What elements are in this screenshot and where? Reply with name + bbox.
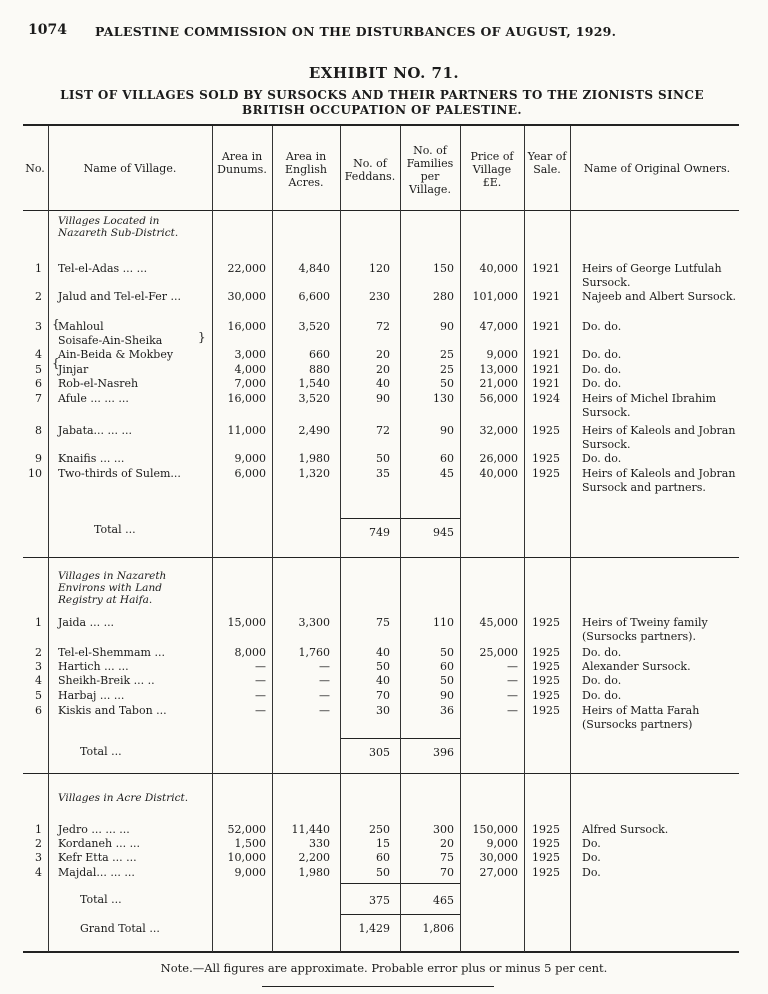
area-dunums: 1,500 [234,837,266,850]
village-name: Jaida ... ... [58,616,115,629]
area-dunums: — [255,674,266,687]
section-total-families: 396 [433,746,454,759]
row-number: 1 [35,616,42,629]
area-acres: 330 [309,837,330,850]
area-acres: 660 [309,348,330,361]
village-name: Kordaneh ... ... [58,837,141,850]
section-total-feddans: 749 [369,526,390,539]
village-name: Knaifis ... ... [58,452,125,465]
grand-total-feddans: 1,429 [358,922,390,935]
feddans: 50 [376,866,390,879]
original-owners: Do. do. [582,363,622,376]
area-dunums: 3,000 [234,348,266,361]
subtitle-line-2: BRITISH OCCUPATION OF PALESTINE. [242,103,522,117]
price: 27,000 [479,866,518,879]
page-number: 1074 [28,22,67,38]
area-dunums: 4,000 [234,363,266,376]
price: 26,000 [479,452,518,465]
feddans: 30 [376,704,390,717]
row-brace-right: } [198,330,206,344]
area-acres: — [319,689,330,702]
original-owners: Heirs of George Lutfulah Sursock. [582,262,722,289]
note-rule [262,986,494,987]
families: 20 [440,837,454,850]
area-dunums: — [255,689,266,702]
row-number: 2 [35,290,42,303]
price: — [507,674,518,687]
village-name: Harbaj ... ... [58,689,125,702]
feddans: 60 [376,851,390,864]
families: 280 [433,290,454,303]
area-dunums: 30,000 [227,290,266,303]
year-of-sale: 1925 [532,851,560,864]
families: 60 [440,660,454,673]
row-number: 2 [35,646,42,659]
row-number: 9 [35,452,42,465]
section-heading: Villages in Acre District. [58,792,189,804]
header-bottom-rule [23,210,739,211]
families: 70 [440,866,454,879]
section-total-label: Total ... [80,893,122,906]
original-owners: Heirs of Kaleols and Jobran Sursock and partners. [582,467,736,494]
area-acres: 3,520 [298,392,330,405]
price: 40,000 [479,467,518,480]
year-of-sale: 1921 [532,262,560,275]
section-total-feddans: 305 [369,746,390,759]
col-header-no: No. [25,162,45,175]
col-header-families: No. of Families per Village. [406,144,454,196]
col-header-area-acres: Area in English Acres. [285,150,327,189]
families: 110 [433,616,454,629]
village-name: Jabata... ... ... [58,424,133,437]
price: 150,000 [472,823,518,836]
section-total-label: Total ... [80,745,122,758]
original-owners: Najeeb and Albert Sursock. [582,290,736,303]
families: 45 [440,467,454,480]
original-owners: Alfred Sursock. [582,823,669,836]
area-acres: 1,980 [298,452,330,465]
original-owners: Do. do. [582,646,622,659]
row-number: 1 [35,262,42,275]
price: 21,000 [479,377,518,390]
row-number: 6 [35,377,42,390]
grand-total-families: 1,806 [422,922,454,935]
year-of-sale: 1921 [532,377,560,390]
year-of-sale: 1925 [532,704,560,717]
col-header-feddans: No. of Feddans. [344,157,396,183]
table-top-rule [23,124,739,126]
section-rule-2 [23,773,739,774]
area-acres: — [319,660,330,673]
village-name: Afule ... ... ... [58,392,129,405]
price: 40,000 [479,262,518,275]
families: 130 [433,392,454,405]
row-number: 4 [35,674,42,687]
original-owners: Do. do. [582,320,622,333]
col-divider [212,126,213,952]
families: 90 [440,320,454,333]
year-of-sale: 1925 [532,452,560,465]
original-owners: Do. do. [582,452,622,465]
area-dunums: 8,000 [234,646,266,659]
running-title: PALESTINE COMMISSION ON THE DISTURBANCES OF AUGUST, 1929. [95,24,617,39]
original-owners: Do. [582,837,601,850]
original-owners: Alexander Sursock. [582,660,691,673]
families: 25 [440,363,454,376]
families: 50 [440,646,454,659]
feddans: 230 [369,290,390,303]
area-acres: 11,440 [291,823,330,836]
section-total-families: 465 [433,894,454,907]
price: 25,000 [479,646,518,659]
row-brace-left: { [52,317,60,331]
row-number: 5 [35,363,42,376]
section-total-feddans: 375 [369,894,390,907]
village-name: Mahloul [58,320,104,333]
original-owners: Heirs of Michel Ibrahim Sursock. [582,392,716,419]
section-total-label: Total ... [94,523,136,536]
subtitle-line-1: LIST OF VILLAGES SOLD BY SURSOCKS AND THEIR PARTNERS TO THE ZIONISTS SINCE [60,88,704,102]
row-number: 2 [35,837,42,850]
grand-total-label: Grand Total ... [80,922,160,935]
original-owners: Heirs of Tweiny family (Sursocks partners). [582,616,708,643]
families: 90 [440,424,454,437]
price: 45,000 [479,616,518,629]
row-number: 4 [35,866,42,879]
area-acres: — [319,704,330,717]
area-acres: 2,200 [298,851,330,864]
area-acres: 3,300 [298,616,330,629]
original-owners: Do. do. [582,689,622,702]
feddans: 90 [376,392,390,405]
area-acres: 1,320 [298,467,330,480]
feddans: 20 [376,348,390,361]
area-dunums: 9,000 [234,866,266,879]
village-name: Hartich ... ... [58,660,129,673]
original-owners: Heirs of Matta Farah (Sursocks partners) [582,704,700,731]
area-acres: 4,840 [298,262,330,275]
col-divider [400,126,401,952]
village-name: Jedro ... ... ... [58,823,130,836]
village-name: Rob-el-Nasreh [58,377,139,390]
row-number: 6 [35,704,42,717]
price: — [507,660,518,673]
col-header-year: Year of Sale. [527,150,567,176]
footnote: Note.—All figures are approximate. Probable error plus or minus 5 per cent. [160,961,608,975]
price: 9,000 [486,837,518,850]
original-owners: Do. do. [582,377,622,390]
village-name: Jalud and Tel-el-Fer ... [58,290,182,303]
price: 9,000 [486,348,518,361]
row-number: 1 [35,823,42,836]
area-acres: 880 [309,363,330,376]
year-of-sale: 1925 [532,467,560,480]
original-owners: Do. [582,851,601,864]
year-of-sale: 1924 [532,392,560,405]
area-dunums: 11,000 [227,424,266,437]
col-header-village: Name of Village. [83,162,177,175]
price: 56,000 [479,392,518,405]
row-number: 3 [35,320,42,333]
col-divider [570,126,571,952]
area-acres: 1,980 [298,866,330,879]
feddans: 15 [376,837,390,850]
feddans: 250 [369,823,390,836]
year-of-sale: 1925 [532,866,560,879]
families: 50 [440,674,454,687]
year-of-sale: 1925 [532,674,560,687]
year-of-sale: 1921 [532,348,560,361]
families: 50 [440,377,454,390]
year-of-sale: 1925 [532,646,560,659]
col-divider [272,126,273,952]
col-divider [48,126,49,952]
year-of-sale: 1925 [532,823,560,836]
col-header-price: Price of Village £E. [470,150,514,189]
original-owners: Heirs of Kaleols and Jobran Sursock. [582,424,736,451]
feddans: 72 [376,320,390,333]
col-divider [460,126,461,952]
col-divider [524,126,525,952]
area-dunums: 22,000 [227,262,266,275]
exhibit-subtitle [24,88,740,118]
year-of-sale: 1925 [532,424,560,437]
table-bottom-rule [23,951,739,953]
area-dunums: 6,000 [234,467,266,480]
row-number: 4 [35,348,42,361]
row-brace-left: { [52,356,60,370]
price: 101,000 [472,290,518,303]
area-acres: 1,540 [298,377,330,390]
village-name: Jinjar [58,363,89,376]
area-acres: — [319,674,330,687]
village-name: Kiskis and Tabon ... [58,704,167,717]
families: 75 [440,851,454,864]
village-name: Tel-el-Shemmam ... [58,646,165,659]
exhibit-title: EXHIBIT NO. 71. [308,64,460,82]
village-name: Majdal... ... ... [58,866,135,879]
price: — [507,689,518,702]
price: 30,000 [479,851,518,864]
feddans: 40 [376,674,390,687]
year-of-sale: 1925 [532,616,560,629]
area-dunums: — [255,704,266,717]
row-number: 3 [35,660,42,673]
feddans: 120 [369,262,390,275]
feddans: 40 [376,377,390,390]
price: 13,000 [479,363,518,376]
area-acres: 2,490 [298,424,330,437]
village-name: Kefr Etta ... ... [58,851,137,864]
village-name: Tel-el-Adas ... ... [58,262,148,275]
village-name: Sheikh-Breik ... .. [58,674,155,687]
area-dunums: 16,000 [227,320,266,333]
row-number: 8 [35,424,42,437]
row-number: 7 [35,392,42,405]
area-acres: 1,760 [298,646,330,659]
feddans: 50 [376,660,390,673]
year-of-sale: 1925 [532,689,560,702]
feddans: 75 [376,616,390,629]
price: 47,000 [479,320,518,333]
row-number: 10 [28,467,42,480]
feddans: 40 [376,646,390,659]
feddans: 50 [376,452,390,465]
village-name: Two-thirds of Sulem... [58,467,181,480]
year-of-sale: 1925 [532,837,560,850]
original-owners: Do. [582,866,601,879]
row-number: 3 [35,851,42,864]
section-rule-1 [23,557,739,558]
families: 25 [440,348,454,361]
village-name: Soisafe-Ain-Sheika [58,334,163,347]
original-owners: Do. do. [582,674,622,687]
area-dunums: 7,000 [234,377,266,390]
feddans: 35 [376,467,390,480]
row-number: 5 [35,689,42,702]
price: 32,000 [479,424,518,437]
area-acres: 6,600 [298,290,330,303]
area-dunums: 9,000 [234,452,266,465]
original-owners: Do. do. [582,348,622,361]
families: 60 [440,452,454,465]
section-heading: Villages in Nazareth Environs with Land Registry at Haifa. [58,570,167,606]
area-dunums: 10,000 [227,851,266,864]
col-header-area-dunums: Area in Dunums. [217,150,267,176]
year-of-sale: 1921 [532,363,560,376]
year-of-sale: 1921 [532,290,560,303]
area-dunums: — [255,660,266,673]
year-of-sale: 1921 [532,320,560,333]
families: 90 [440,689,454,702]
area-dunums: 52,000 [227,823,266,836]
feddans: 20 [376,363,390,376]
price: — [507,704,518,717]
running-header [0,22,768,44]
feddans: 72 [376,424,390,437]
section-heading: Villages Located in Nazareth Sub-District. [58,215,179,239]
col-header-owners: Name of Original Owners. [583,162,731,175]
village-name: Ain-Beida & Mokbey [58,348,174,361]
families: 150 [433,262,454,275]
area-dunums: 16,000 [227,392,266,405]
feddans: 70 [376,689,390,702]
families: 36 [440,704,454,717]
area-dunums: 15,000 [227,616,266,629]
area-acres: 3,520 [298,320,330,333]
families: 300 [433,823,454,836]
section-total-families: 945 [433,526,454,539]
year-of-sale: 1925 [532,660,560,673]
col-divider [340,126,341,952]
